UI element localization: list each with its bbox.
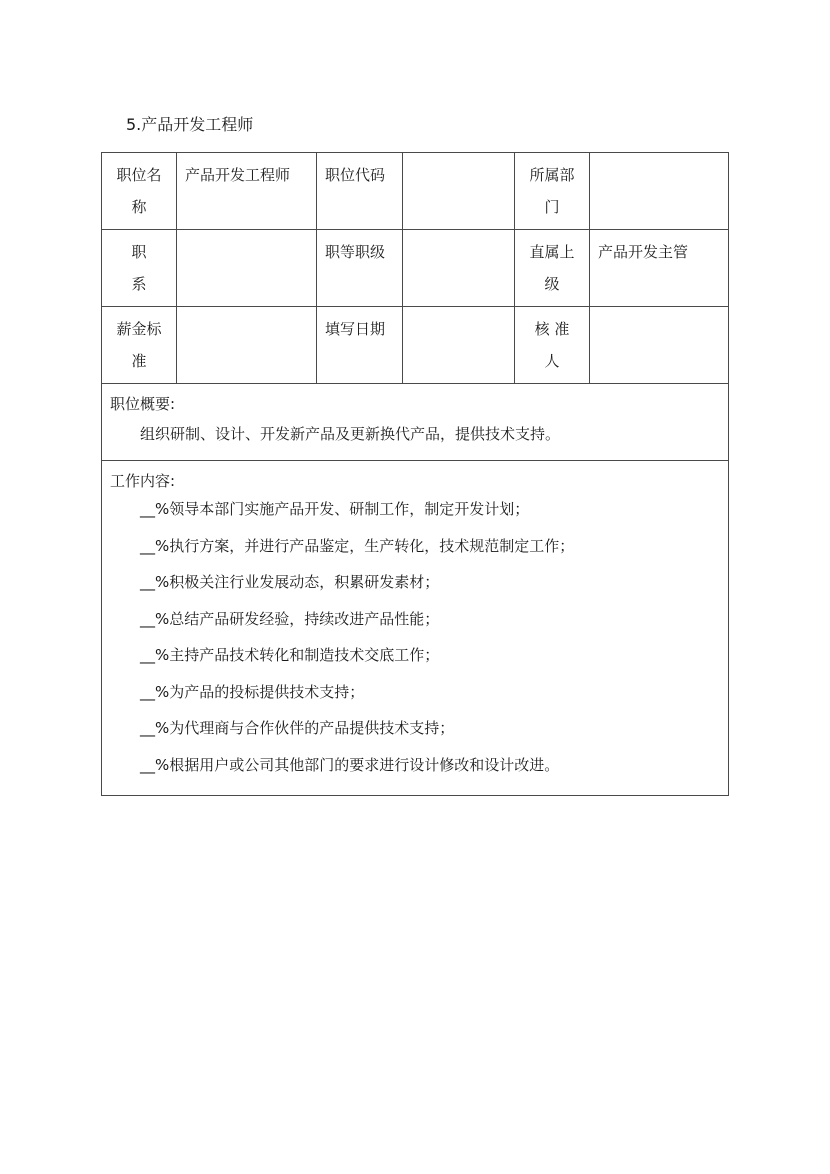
table-row: [102, 384, 729, 461]
direct-supervisor-value: 产品开发主管: [590, 230, 729, 307]
department-value: [590, 153, 729, 230]
position-code-value: [403, 153, 515, 230]
table-row: [102, 461, 729, 796]
job-family-label: 职 系: [102, 230, 177, 307]
list-item: __%为代理商与合作伙伴的产品提供技术支持；: [140, 719, 455, 737]
duties-title: 工作内容:: [110, 472, 176, 490]
approver-label: 核 准 人: [515, 307, 590, 384]
list-item: __%为产品的投标提供技术支持；: [140, 682, 365, 701]
table-row: [102, 307, 729, 384]
list-item: __%主持产品技术转化和制造技术交底工作；: [140, 646, 440, 664]
table-row: [102, 153, 729, 230]
table-row: [102, 230, 729, 307]
position-name-value: 产品开发工程师: [177, 153, 317, 230]
department-label: 所属部门: [515, 153, 590, 230]
fill-date-label: 填写日期: [317, 307, 403, 384]
approver-value: [590, 307, 729, 384]
salary-standard-value: [177, 307, 317, 384]
fill-date-value: [403, 307, 515, 384]
job-description-table: [101, 152, 729, 796]
summary-title: 职位概要:: [110, 395, 176, 413]
list-item: __%领导本部门实施产品开发、研制工作，制定开发计划；: [140, 500, 530, 518]
list-item: __%积极关注行业发展动态，积累研发素材；: [140, 573, 440, 591]
summary-cell: [102, 384, 729, 461]
grade-level-value: [403, 230, 515, 307]
job-family-value: [177, 230, 317, 307]
summary-text: 组织研制、设计、开发新产品及更新换代产品，提供技术支持。: [140, 425, 561, 443]
list-item: __%总结产品研发经验，持续改进产品性能；: [140, 609, 440, 628]
position-code-label: 职位代码: [317, 153, 403, 230]
list-item: __%根据用户或公司其他部门的要求进行设计修改和设计改进。: [140, 755, 560, 774]
duties-cell: [102, 461, 729, 796]
duties-list: [110, 491, 720, 789]
direct-supervisor-label: 直属上级: [515, 230, 590, 307]
position-name-label: 职位名称: [102, 153, 177, 230]
section-heading: 5.产品开发工程师: [126, 115, 254, 134]
grade-level-label: 职等职级: [317, 230, 403, 307]
list-item: __%执行方案，并进行产品鉴定，生产转化，技术规范制定工作；: [140, 536, 575, 555]
salary-standard-label: 薪金标准: [102, 307, 177, 384]
